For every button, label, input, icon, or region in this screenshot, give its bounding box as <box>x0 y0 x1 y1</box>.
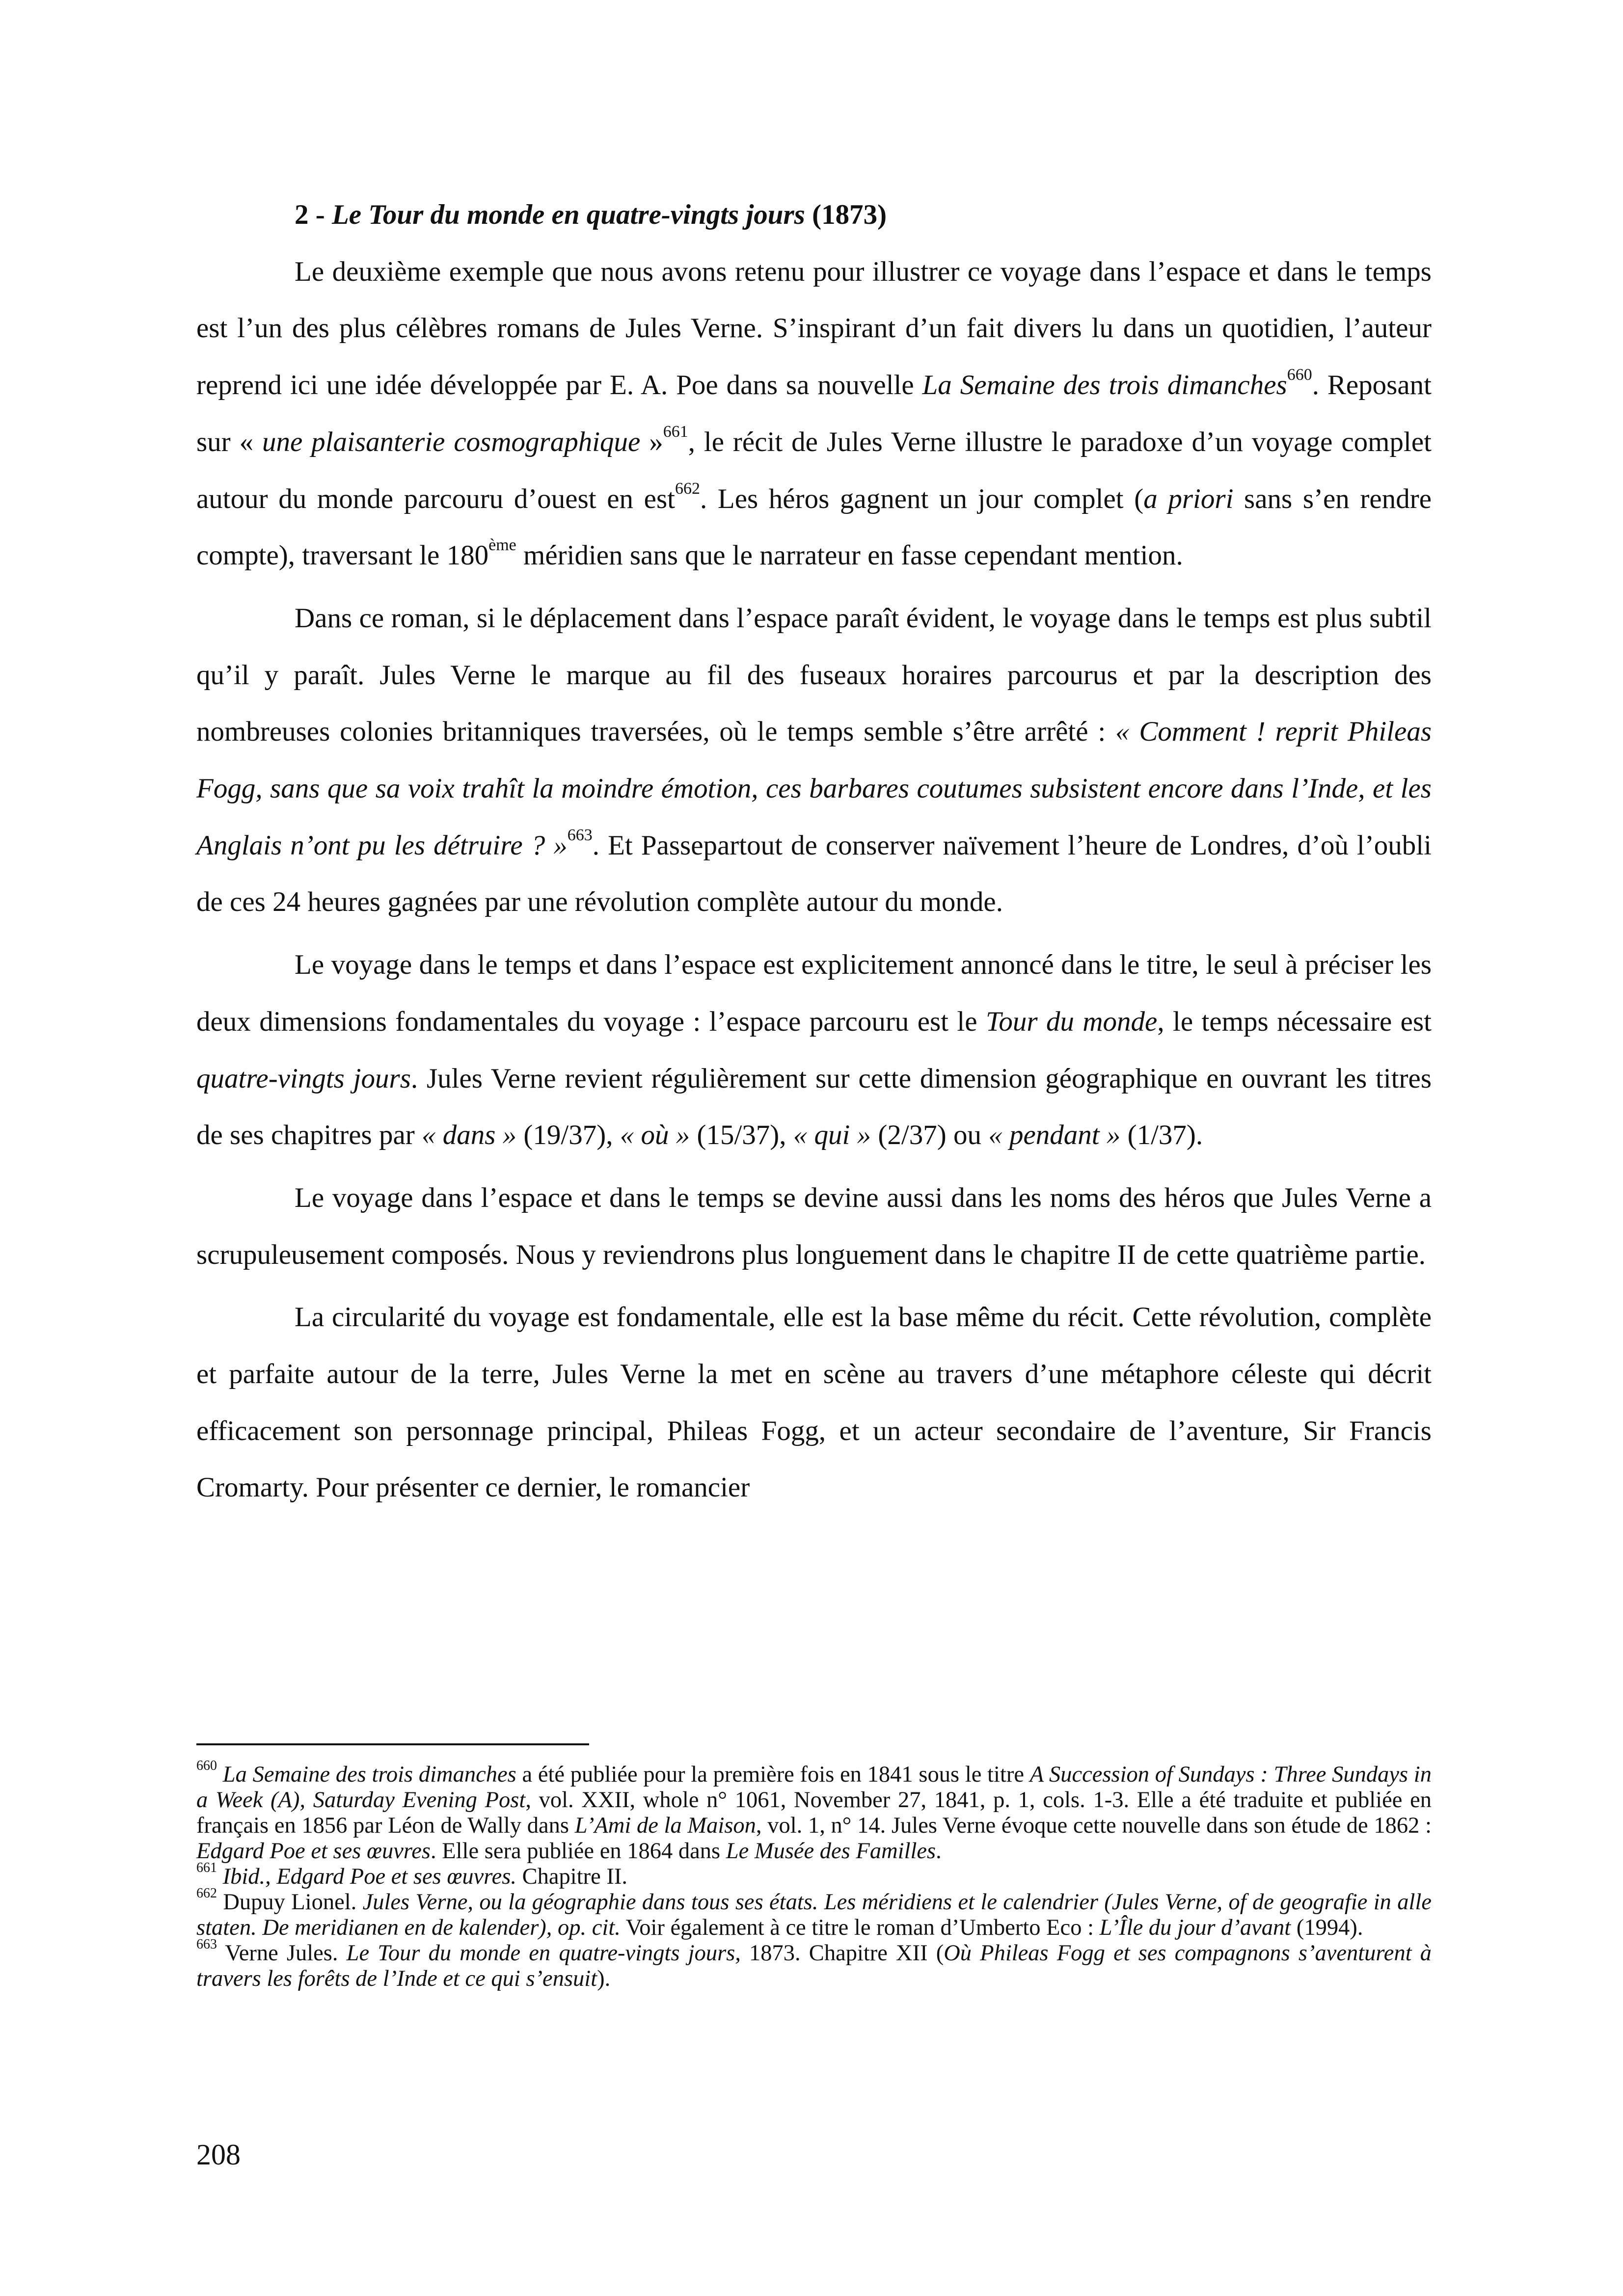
heading-title: Le Tour du monde en quatre-vingts jours <box>331 199 805 230</box>
footnote-661: $^{661}$ Ibid., Edgard Poe et ses œuvres. Chapitre II. <box>196 1860 627 1889</box>
section-heading: 2 - Le Tour du monde en quatre-vingts jours (1873) <box>295 199 887 230</box>
footnote-663: $^{663}$ Verne Jules. Le Tour du monde en quatre-vingts jours, 1873. Chapitre XII (Où Phileas Fogg et ses compagnons s’aventurent à travers les forêts de l’Inde et ce qui s’ensuit). <box>196 1937 1432 1991</box>
ordinal-suffix: ème <box>488 536 516 555</box>
paragraph-3: Le voyage dans le temps et dans l’espace est explicitement annoncé dans le titre, le seul à préciser les deux dimensions fondamentales du voyage : l’espace parcouru est le Tour du monde, le temps nécessaire est quatre-vingts jours. Jules Verne revient régulièrement sur cette dimension géographique en ouvrant les titres de ses chapitres par « dans » (19/37), « où » (15/37), « qui » (2/37) ou « pendant » (1/37). <box>196 949 1432 1151</box>
footnote-ref-661[interactable]: 661 <box>663 422 688 441</box>
footnotes <box>196 1758 1432 1992</box>
paragraph-2: Dans ce roman, si le déplacement dans l’espace paraît évident, le voyage dans le temps est plus subtil qu’il y paraît. Jules Verne le marque au fil des fuseaux horaires parcourus et par la description des nombreuses colonies britanniques traversées, où le temps semble s’être arrêté : « Comment ! reprit Phileas Fogg, sans que sa voix trahît la moindre émotion, ces barbares coutumes subsistent encore dans l’Inde, et les Anglais n’ont pu les détruire ? »$^{663}$. Et Passepartout de conserver naïvement l’heure de Londres, d’où l’oubli de ces 24 heures gagnées par une révolution complète autour du monde. <box>196 602 1432 918</box>
footnote-662: $^{662}$ Dupuy Lionel. Jules Verne, ou la géographie dans tous ses états. Les méridiens et le calendrier (Jules Verne, of de geografie in alle staten. De meridianen en de kalender), op. cit. Voir également à ce titre le roman d’Umberto Eco : L’Île du jour d’avant (1994). <box>196 1886 1432 1940</box>
footnote-ref-662[interactable]: 662 <box>675 479 700 498</box>
footnote-separator <box>196 1743 589 1745</box>
paragraph-1: Le deuxième exemple que nous avons retenu pour illustrer ce voyage dans l’espace et dans le temps est l’un des plus célèbres romans de Jules Verne. S’inspirant d’un fait divers lu dans un quotidien, l’auteur reprend ici une idée développée par E. A. Poe dans sa nouvelle La Semaine des trois dimanches$^{660}$. Reposant sur « une plaisanterie cosmographique »$^{661}$, le récit de Jules Verne illustre le paradoxe d’un voyage complet autour du monde parcouru d’ouest en est$^{662}$. Les héros gagnent un jour complet (a priori sans s’en rendre compte), traversant le 180ème méridien sans que le narrateur en fasse cependant mention. <box>196 256 1432 571</box>
page-number: 208 <box>196 2138 241 2171</box>
body-text <box>196 187 1432 1516</box>
paragraph-5: La circularité du voyage est fondamentale, elle est la base même du récit. Cette révolution, complète et parfaite autour de la terre, Jules Verne la met en scène au travers d’une métaphore céleste qui décrit efficacement son personnage principal, Phileas Fogg, et un acteur secondaire de l’aventure, Sir Francis Cromarty. Pour présenter ce dernier, le romancier <box>196 1302 1432 1503</box>
paragraph-4: Le voyage dans l’espace et dans le temps se devine aussi dans les noms des héros que Jules Verne a scrupuleusement composés. Nous y reviendrons plus longuement dans le chapitre II de cette quatrième partie. <box>196 1182 1432 1270</box>
footnote-ref-663[interactable]: 663 <box>567 826 593 844</box>
footnote-ref-660[interactable]: 660 <box>1287 366 1312 384</box>
footnote-660: $^{660}$ La Semaine des trois dimanches a été publiée pour la première fois en 1841 sous le titre A Succession of Sundays : Three Sundays in a Week (A), Saturday Evening Post, vol. XXII, whole n° 1061, November 27, 1841, p. 1, cols. 1-3. Elle a été traduite et publiée en français en 1856 par Léon de Wally dans L’Ami de la Maison, vol. 1, n° 14. Jules Verne évoque cette nouvelle dans son étude de 1862 : Edgard Poe et ses œuvres. Elle sera publiée en 1864 dans Le Musée des Familles. <box>196 1758 1432 1864</box>
